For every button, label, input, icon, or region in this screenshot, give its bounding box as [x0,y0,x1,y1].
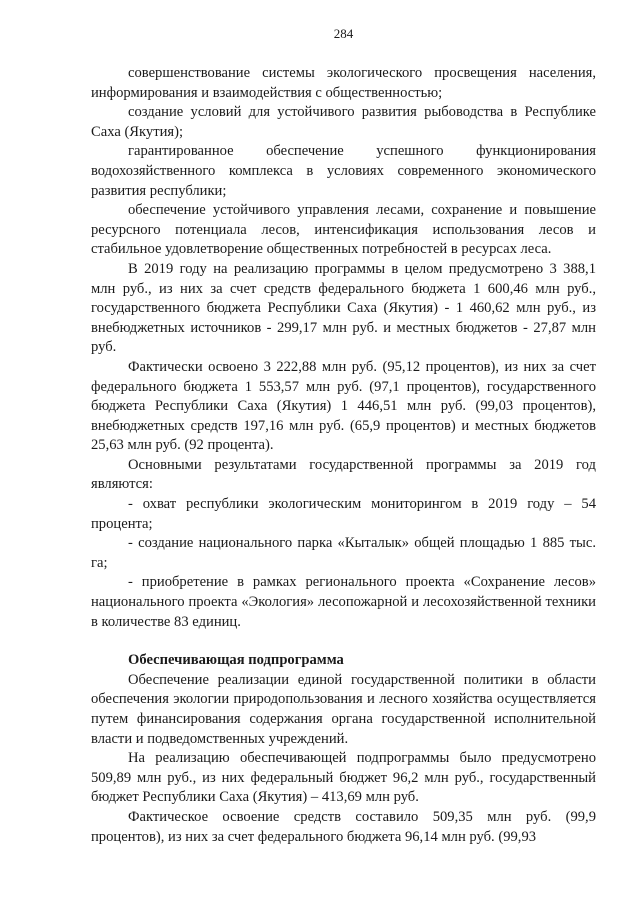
paragraph: На реализацию обеспечивающей подпрограммы было предусмотрено 509,89 млн руб., из них федеральный бюджет 96,2 млн руб., государственный бюджет Республики Саха (Якутия) – 413,69 млн руб. [91,750,596,806]
paragraph: Обеспечение реализации единой государственной политики в области обеспечения экологии природопользования и лесного хозяйства осуществляется путем финансирования содержания органа государственной исполнительной власти и подведомственных учреждений. [91,671,596,747]
list-item: - создание национального парка «Кыталык» общей площадью 1 885 тыс. га; [91,535,596,571]
paragraph: совершенствование системы экологического просвещения населения, информирования и взаимодействия с общественностью; [91,65,596,101]
paragraph: Фактически освоено 3 222,88 млн руб. (95,12 процентов), из них за счет федерального бюджета 1 553,57 млн руб. (97,1 процентов), государственного бюджета Республики Саха (Якутия) 1 446,51 млн руб. (99,03 процентов), внебюджетных средств 197,16 млн руб. (65,9 процентов) и местных бюджетов 25,63 млн руб. (92 процента). [91,358,596,454]
list-item: - приобретение в рамках регионального проекта «Сохранение лесов» национального проекта «Экология» лесопожарной и лесохозяйственной техники в количестве 83 единиц. [91,574,596,630]
paragraph: гарантированное обеспечение успешного функционирования водохозяйственного комплекса в условиях современного экономического развития республики; [91,143,596,199]
page-number: 284 [333,26,354,41]
paragraph: Фактическое освоение средств составило 509,35 млн руб. (99,9 процентов), из них за счет федерального бюджета 96,14 млн руб. (99,93 [91,808,596,845]
section-heading: Обеспечивающая подпрограмма [128,652,344,669]
paragraph: Основными результатами государственной программы за 2019 год являются: [91,456,596,493]
document-page [91,26,596,847]
paragraph: В 2019 году на реализацию программы в целом предусмотрено 3 388,1 млн руб., из них за счет средств федерального бюджета 1 600,46 млн руб., государственного бюджета Республики Саха (Якутия) - 1 460,62 млн руб., из внебюджетных источников - 299,17 млн руб. и местных бюджетов - 27,87 млн руб. [91,260,596,356]
document-body [91,64,596,847]
paragraph: создание условий для устойчивого развития рыбоводства в Республике Саха (Якутия); [91,104,596,140]
list-item: - охват республики экологическим мониторингом в 2019 году – 54 процента; [91,496,596,532]
paragraph: обеспечение устойчивого управления лесами, сохранение и повышение ресурсного потенциала лесов, интенсификация использования лесов и стабильное удовлетворение общественных потребностей в ресурсах леса. [91,202,596,258]
